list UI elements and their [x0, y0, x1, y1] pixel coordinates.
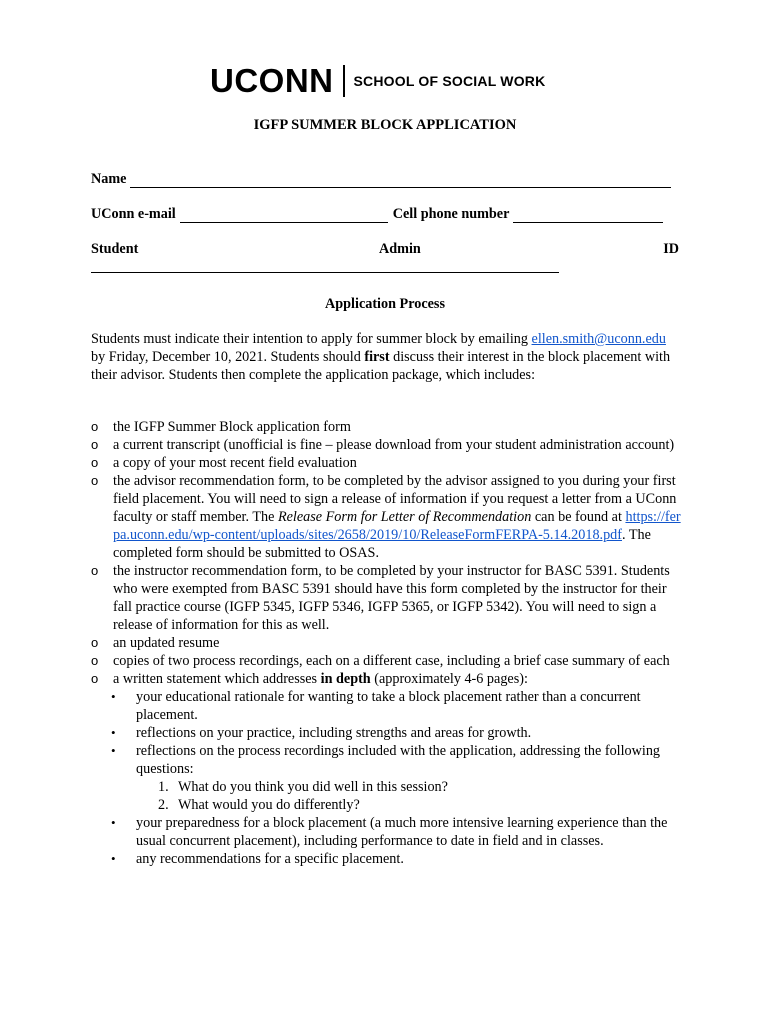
- logo-school-name: SCHOOL OF SOCIAL WORK: [353, 73, 546, 89]
- list-item-text: copies of two process recordings, each on a different case, including a brief case summary of each: [113, 653, 670, 669]
- bullet-marker: •: [111, 815, 116, 830]
- logo-wordmark: UCONN: [210, 62, 334, 99]
- list-item-text: . The completed form should be submitted to OSAS.: [113, 527, 651, 561]
- email-label: UConn e-mail: [91, 206, 176, 222]
- list-item-text: (approximately 4-6 pages):: [370, 671, 528, 687]
- cell-phone-label: Cell phone number: [392, 206, 510, 222]
- intro-text-2: by Friday, December 10, 2021. Students should: [91, 349, 365, 365]
- list-item-text: an updated resume: [113, 635, 220, 651]
- sub-list-item-text: reflections on the process recordings included with the application, addressing the following questions:: [136, 743, 661, 777]
- email-phone-row: [91, 205, 679, 223]
- sub-list-item-text: your educational rationale for wanting to take a block placement rather than a concurrent placement.: [136, 689, 641, 723]
- bullet-marker: •: [111, 725, 116, 740]
- list-item: [91, 454, 681, 472]
- name-blank[interactable]: [130, 173, 671, 188]
- list-marker: o: [91, 635, 99, 650]
- question-text: What would you do differently?: [178, 797, 360, 813]
- bullet-marker: •: [111, 689, 116, 704]
- list-marker: o: [91, 671, 99, 686]
- list-marker: o: [91, 473, 99, 488]
- name-field-row: [91, 170, 679, 188]
- list-item-text: a copy of your most recent field evaluation: [113, 455, 357, 471]
- section-heading: Application Process: [325, 296, 445, 312]
- emphasis-text: in depth: [320, 671, 371, 687]
- sub-list-item: [91, 724, 681, 742]
- contact-email-link[interactable]: ellen.smith@uconn.edu: [531, 331, 666, 347]
- list-item: [91, 634, 681, 652]
- release-form-title: Release Form for Letter of Recommendation: [277, 509, 532, 525]
- question-item: [91, 796, 681, 814]
- list-marker: o: [91, 653, 99, 668]
- list-item-text: a written statement which addresses: [113, 671, 321, 687]
- bullet-marker: •: [111, 743, 116, 758]
- sub-list-item: [91, 742, 681, 778]
- list-marker: o: [91, 455, 99, 470]
- list-marker: o: [91, 563, 99, 578]
- admin-label: Admin: [379, 241, 421, 257]
- intro-paragraph: [91, 330, 679, 384]
- question-number: 1.: [158, 779, 169, 795]
- cell-phone-blank[interactable]: [513, 208, 663, 223]
- intro-text-1: Students must indicate their intention to apply for summer block by emailing: [91, 331, 528, 347]
- list-item: [91, 436, 681, 454]
- list-item: [91, 472, 681, 562]
- list-item: [91, 562, 681, 634]
- ferpa-form-link[interactable]: https://ferpa.uconn.edu/wp-content/uploads/sites/2658/2019/10/ReleaseFormFERPA-5.14.2018.pdf: [113, 509, 681, 543]
- list-marker: o: [91, 437, 99, 452]
- sub-list-item: [91, 688, 681, 724]
- list-item: [91, 418, 681, 436]
- intro-text-3: discuss their interest in the block placement with their advisor. Students then complete the application package, which includes:: [91, 349, 671, 383]
- student-label: Student: [91, 241, 139, 257]
- question-item: [91, 778, 681, 796]
- list-marker: o: [91, 419, 99, 434]
- list-item-text: can be found at: [531, 509, 626, 525]
- requirements-list: [91, 418, 681, 868]
- sub-list-item-text: reflections on your practice, including strengths and areas for growth.: [136, 725, 532, 741]
- name-label: Name: [91, 171, 127, 187]
- list-item-text: the IGFP Summer Block application form: [113, 419, 351, 435]
- sub-list-item: [91, 850, 681, 868]
- uconn-logo: [210, 63, 545, 99]
- sub-list-item-text: your preparedness for a block placement (a much more intensive learning experience than the usual concurrent placement), including performance to date in field and in classes.: [136, 815, 668, 849]
- sub-list-item: [91, 814, 681, 850]
- list-item-text: the advisor recommendation form, to be completed by the advisor assigned to you during your first field placement. You will need to sign a release of information if you request a letter from a UConn faculty or staff member. The: [113, 473, 677, 525]
- page-title: IGFP SUMMER BLOCK APPLICATION: [253, 117, 517, 133]
- list-item-text: the instructor recommendation form, to be completed by your instructor for BASC 5391. Students who were exempted from BASC 5391 should have this form completed by the instructor for their fall practice course (IGFP 5345, IGFP 5346, IGFP 5365, or IGFP 5342). You will need to sign a release of information for this as well.: [113, 563, 670, 633]
- list-item-text: a current transcript (unofficial is fine – please download from your student administration account): [113, 437, 675, 453]
- student-id-blank[interactable]: [91, 272, 559, 273]
- intro-emphasis: first: [364, 349, 390, 365]
- id-label: ID: [663, 241, 679, 257]
- bullet-marker: •: [111, 851, 116, 866]
- question-number: 2.: [158, 797, 169, 813]
- logo-divider: [343, 65, 345, 97]
- sub-list-item-text: any recommendations for a specific placement.: [136, 851, 404, 867]
- list-item: [91, 670, 681, 688]
- list-item: [91, 652, 681, 670]
- question-text: What do you think you did well in this session?: [178, 779, 448, 795]
- email-blank[interactable]: [180, 208, 388, 223]
